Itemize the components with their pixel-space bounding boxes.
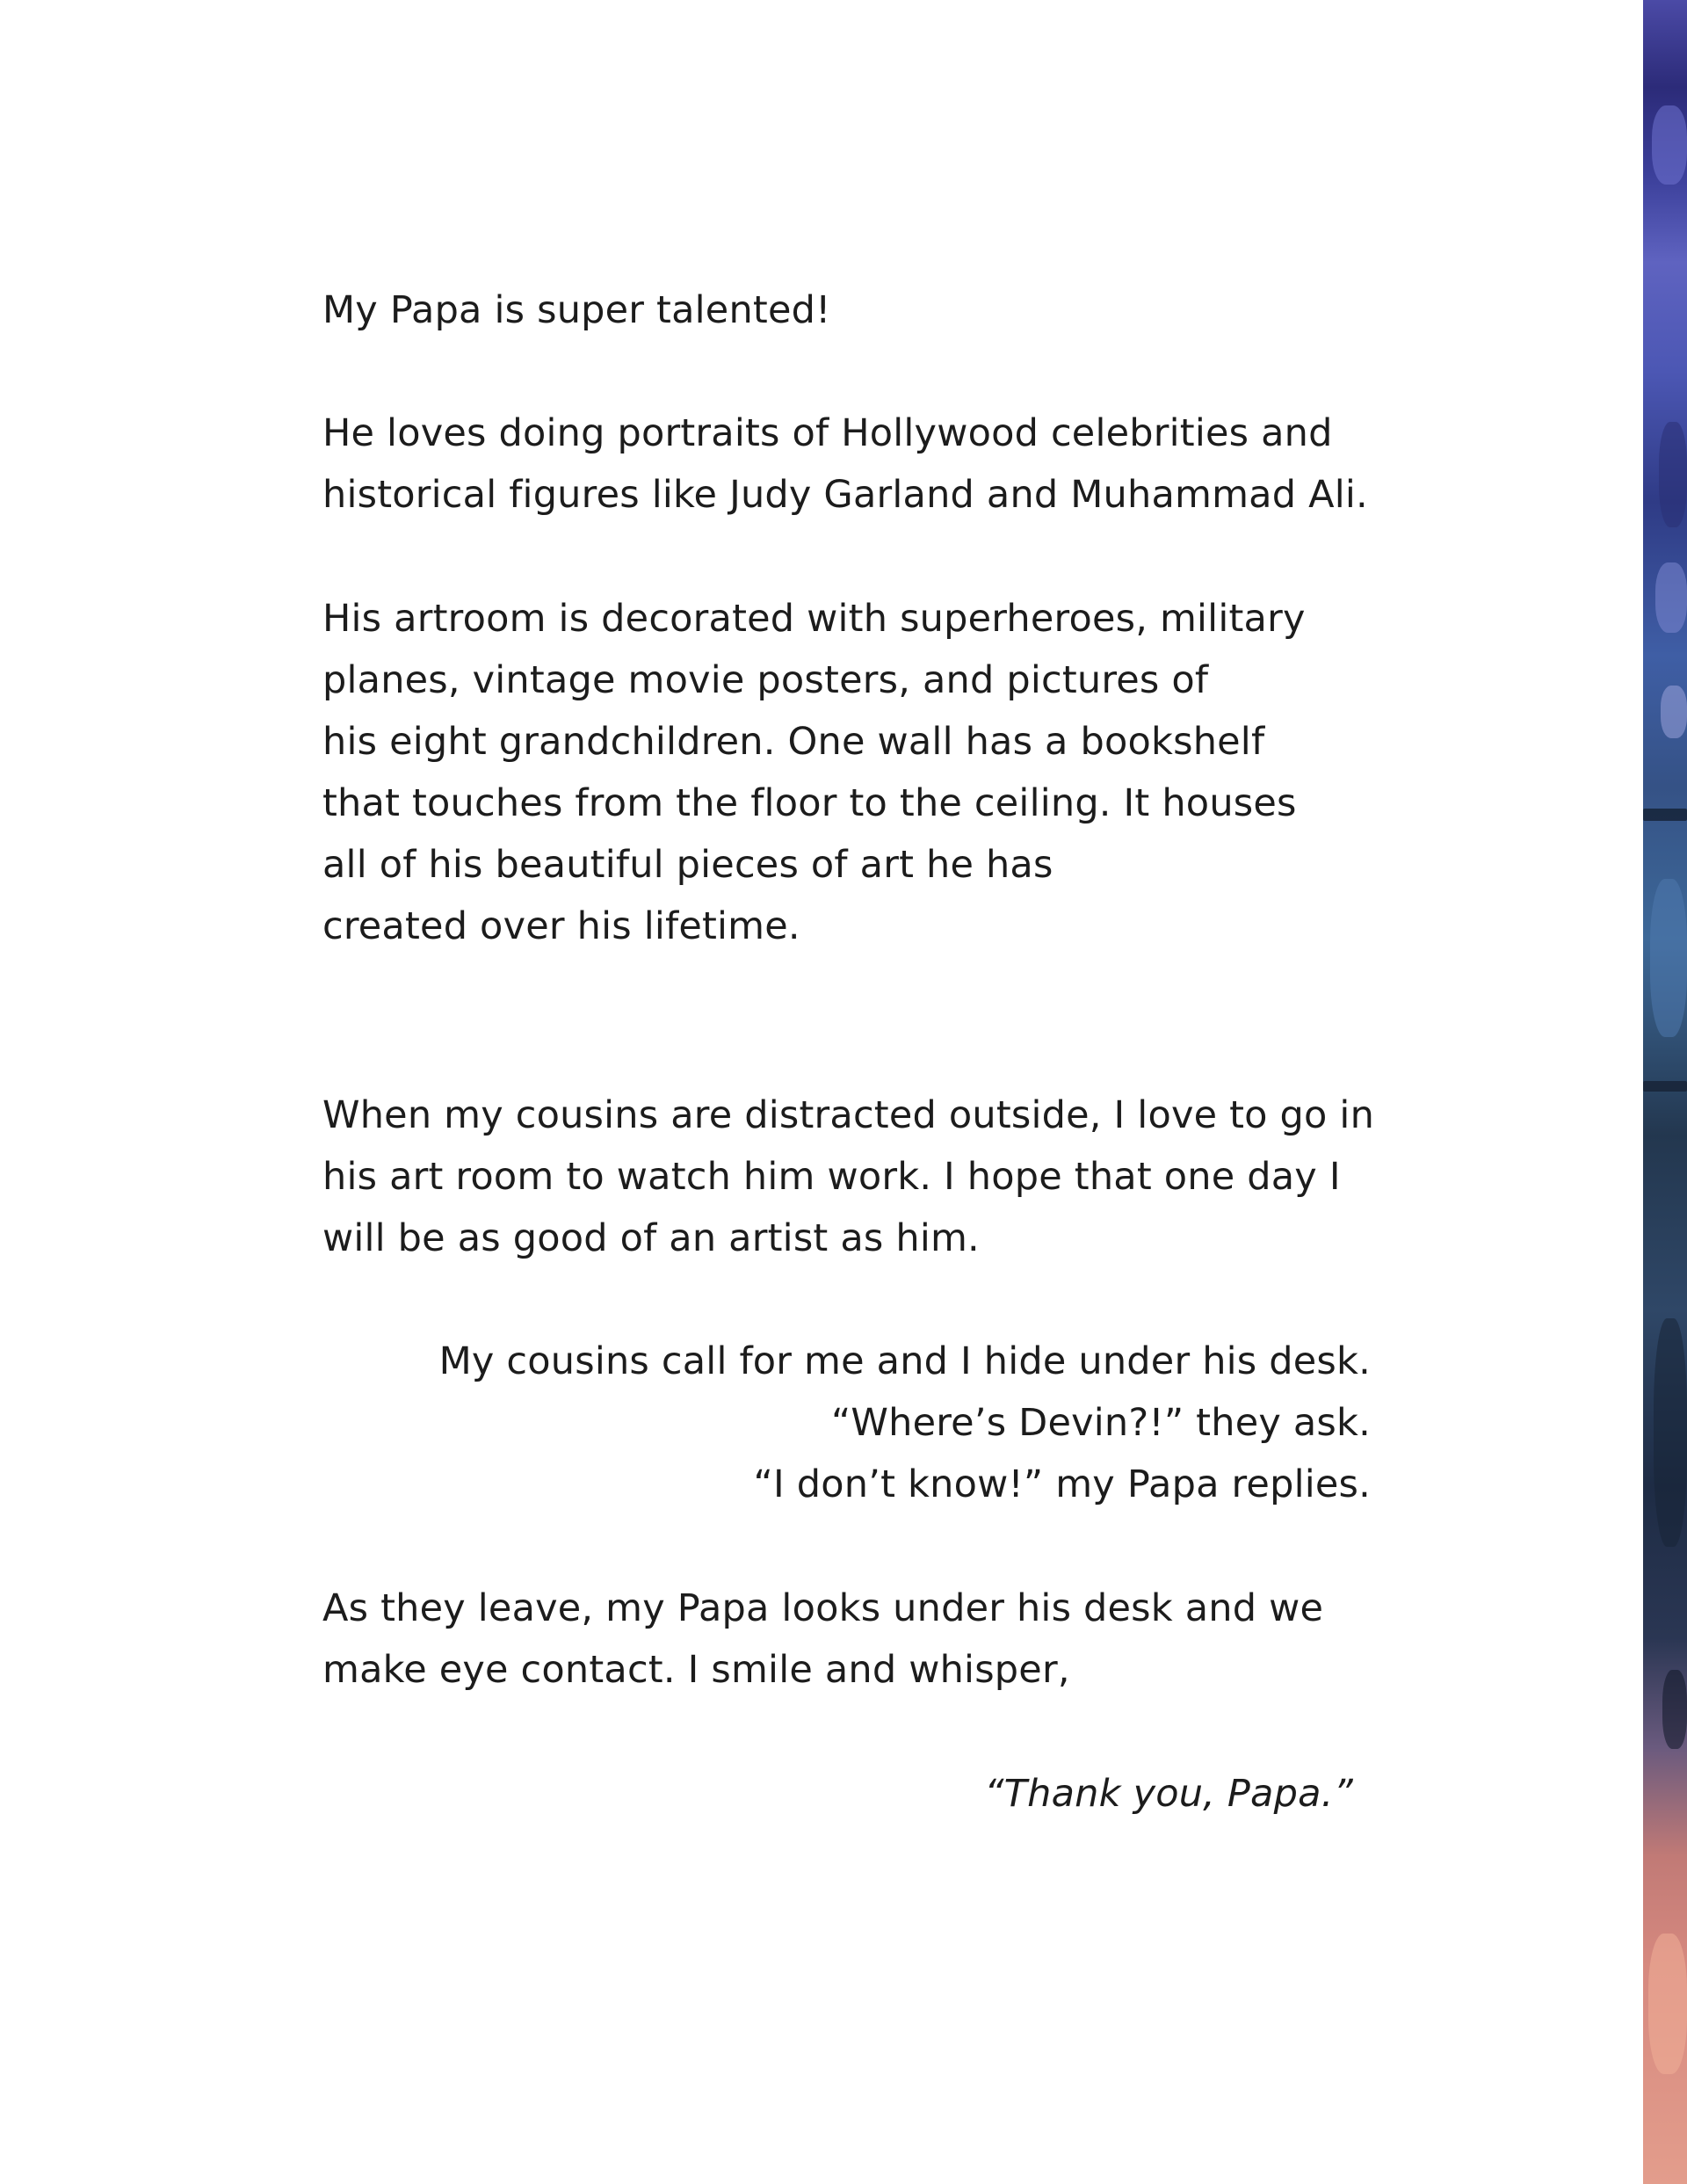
text-line: planes, vintage movie posters, and pictures of [322, 658, 1209, 702]
text-line: My cousins call for me and I hide under his desk. [438, 1339, 1371, 1383]
illustration-edge [1643, 0, 1687, 2184]
text-line: his art room to watch him work. I hope that one day I [322, 1155, 1341, 1199]
text-line: His artroom is decorated with superheroes, military [322, 597, 1306, 641]
text-line: all of his beautiful pieces of art he has [322, 843, 1053, 887]
paragraph-papa-talented [322, 279, 1377, 341]
text-line: make eye contact. I smile and whisper, [322, 1648, 1070, 1692]
text-line: When my cousins are distracted outside, I love to go in [322, 1093, 1375, 1137]
paragraph-eye-contact [322, 1578, 1377, 1701]
paragraph-artroom [322, 588, 1377, 957]
paragraph-portraits [322, 403, 1377, 526]
text-line: his eight grandchildren. One wall has a bookshelf [322, 720, 1265, 764]
text-line: “Where’s Devin?!” they ask. [830, 1401, 1371, 1445]
paragraph-hide-under-desk [322, 1331, 1371, 1515]
text-line: My Papa is super talented! [322, 288, 831, 332]
text-line: He loves doing portraits of Hollywood celebrities and [322, 411, 1333, 455]
text-line: created over his lifetime. [322, 904, 800, 948]
closing-quote [322, 1763, 1353, 1825]
text-line: “I don’t know!” my Papa replies. [753, 1462, 1371, 1506]
text-line: that touches from the floor to the ceiling. It houses [322, 781, 1297, 825]
text-line: “Thank you, Papa.” [984, 1772, 1353, 1816]
text-line: As they leave, my Papa looks under his desk and we [322, 1586, 1324, 1630]
text-line: will be as good of an artist as him. [322, 1216, 980, 1260]
text-line: historical figures like Judy Garland and Muhammad Ali. [322, 473, 1368, 517]
paragraph-watch-him-work [322, 1085, 1377, 1269]
